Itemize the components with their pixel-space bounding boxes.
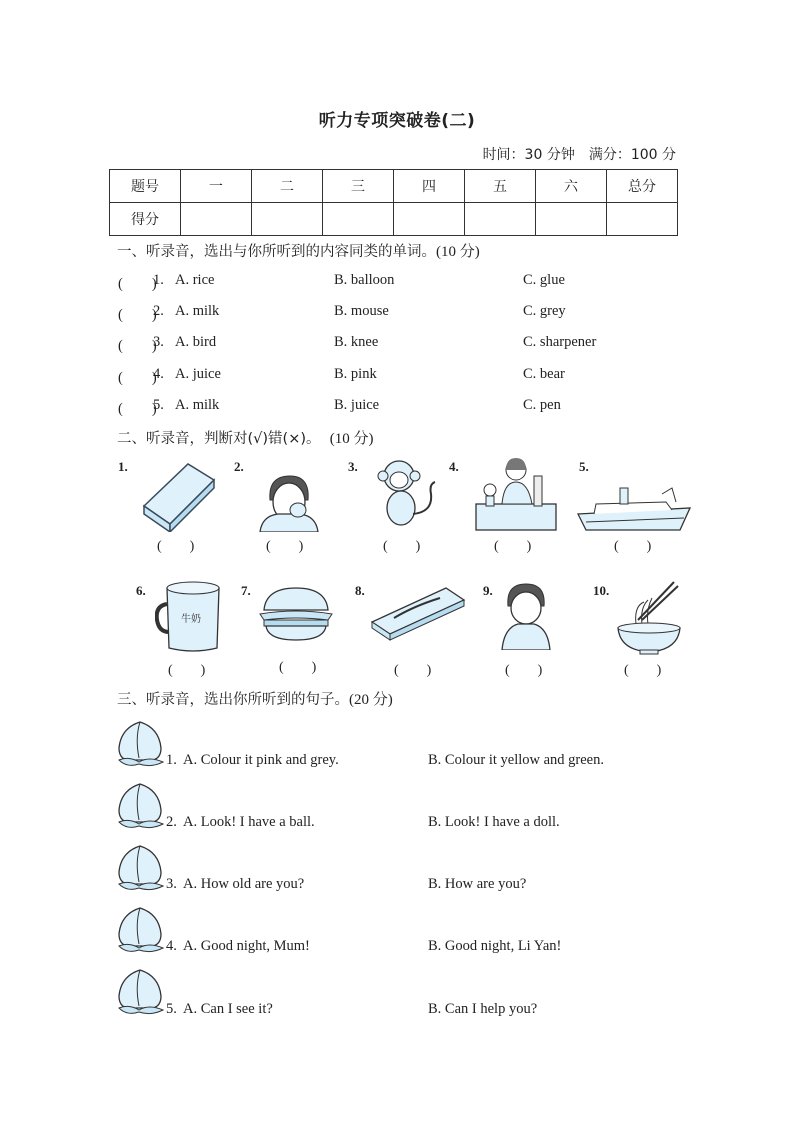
question-number: 3. (166, 876, 177, 892)
score-header-cell: 一 (181, 170, 252, 203)
option-a: A. Look! I have a ball. (183, 814, 315, 830)
score-header-cell: 五 (465, 170, 536, 203)
picture-number: 8. (355, 583, 365, 598)
answer-blank[interactable]: ( ) (118, 401, 157, 417)
score-header-cell: 六 (536, 170, 607, 203)
question-number: 2. (153, 303, 164, 319)
option-b: B. pink (334, 366, 377, 382)
option-c: C. bear (523, 366, 565, 382)
answer-blank[interactable]: ( ) (118, 307, 157, 323)
option-c: C. pen (523, 397, 561, 413)
option-b: B. How are you? (428, 876, 527, 892)
section2-heading: 二、听录音，判断对(√)错(×)。 (10 分) (117, 431, 374, 447)
question-number: 5. (153, 397, 164, 413)
picture-number: 5. (579, 459, 589, 474)
option-b: B. mouse (334, 303, 389, 319)
answer-blank[interactable]: ( ) (383, 539, 421, 554)
pencil-box-picture (370, 582, 466, 642)
picture-number: 6. (136, 583, 146, 598)
option-a: A. juice (175, 366, 221, 382)
score-header-cell: 二 (252, 170, 323, 203)
picture-number: 1. (118, 459, 128, 474)
option-a: A. bird (175, 334, 217, 350)
option-c: C. sharpener (523, 334, 597, 350)
woman-with-doll-picture (474, 458, 558, 532)
answer-blank[interactable]: ( ) (266, 539, 304, 554)
score-input-cell[interactable] (323, 203, 394, 236)
question-number: 1. (166, 752, 177, 768)
answer-blank[interactable]: ( ) (505, 663, 543, 678)
monkey-picture (375, 458, 439, 528)
option-b: B. Colour it yellow and green. (428, 752, 604, 768)
peach-answer-box[interactable] (115, 904, 165, 954)
score-input-cell[interactable] (394, 203, 465, 236)
question-number: 5. (166, 1001, 177, 1017)
option-b: B. knee (334, 334, 379, 350)
ship-picture (576, 484, 694, 532)
option-b: B. balloon (334, 272, 395, 288)
answer-blank[interactable]: ( ) (279, 660, 317, 675)
peach-answer-box[interactable] (115, 780, 165, 830)
answer-blank[interactable]: ( ) (394, 663, 432, 678)
answer-blank[interactable]: ( ) (168, 663, 206, 678)
option-c: C. grey (523, 303, 566, 319)
score-header-cell: 题号 (110, 170, 181, 203)
question-number: 4. (166, 938, 177, 954)
question-number: 2. (166, 814, 177, 830)
option-a: A. Colour it pink and grey. (183, 752, 339, 768)
answer-blank[interactable]: ( ) (118, 370, 157, 386)
section1-heading: 一、听录音，选出与你所听到的内容同类的单词。(10 分) (117, 244, 480, 260)
question-number: 1. (153, 272, 164, 288)
option-a: A. Good night, Mum! (183, 938, 310, 954)
man-toothache-picture (256, 470, 322, 532)
picture-number: 10. (593, 583, 610, 598)
option-a: A. How old are you? (183, 876, 305, 892)
score-table-score-row (110, 203, 678, 236)
question-number: 4. (153, 366, 164, 382)
picture-number: 3. (348, 459, 358, 474)
option-a: A. rice (175, 272, 215, 288)
option-a: A. Can I see it? (183, 1001, 273, 1017)
peach-answer-box[interactable] (115, 966, 165, 1016)
score-input-cell[interactable] (536, 203, 607, 236)
score-table (109, 169, 678, 236)
hamburger-picture (258, 586, 334, 642)
option-b: B. Good night, Li Yan! (428, 938, 562, 954)
option-b: B. Can I help you? (428, 1001, 538, 1017)
score-header-cell: 总分 (607, 170, 678, 203)
answer-blank[interactable]: ( ) (118, 338, 157, 354)
eraser-picture (140, 458, 216, 532)
page-title: 听力专项突破卷(二) (318, 111, 476, 131)
picture-number: 4. (449, 459, 459, 474)
option-a: A. milk (175, 397, 220, 413)
option-c: C. glue (523, 272, 565, 288)
score-row-label: 得分 (110, 203, 181, 236)
score-input-cell[interactable] (465, 203, 536, 236)
peach-answer-box[interactable] (115, 718, 165, 768)
section3-heading: 三、听录音，选出你所听到的句子。(20 分) (117, 692, 393, 708)
cup-label: 牛奶 (181, 614, 201, 625)
option-a: A. milk (175, 303, 220, 319)
option-b: B. Look! I have a doll. (428, 814, 560, 830)
picture-number: 9. (483, 583, 493, 598)
score-input-cell[interactable] (181, 203, 252, 236)
score-input-cell[interactable] (252, 203, 323, 236)
boy-picture (498, 582, 554, 650)
milk-cup-picture (155, 580, 227, 654)
picture-number: 7. (241, 583, 251, 598)
score-header-cell: 四 (394, 170, 465, 203)
time-and-score-info: 时间：30 分钟 满分：100 分 (482, 147, 676, 163)
option-b: B. juice (334, 397, 380, 413)
noodles-picture (614, 580, 684, 656)
peach-answer-box[interactable] (115, 842, 165, 892)
answer-blank[interactable]: ( ) (494, 539, 532, 554)
answer-blank[interactable]: ( ) (624, 663, 662, 678)
score-input-cell[interactable] (607, 203, 678, 236)
score-header-cell: 三 (323, 170, 394, 203)
picture-number: 2. (234, 459, 244, 474)
question-number: 3. (153, 334, 164, 350)
score-table-header-row (110, 170, 678, 203)
answer-blank[interactable]: ( ) (118, 276, 157, 292)
answer-blank[interactable]: ( ) (614, 539, 652, 554)
answer-blank[interactable]: ( ) (157, 539, 195, 554)
